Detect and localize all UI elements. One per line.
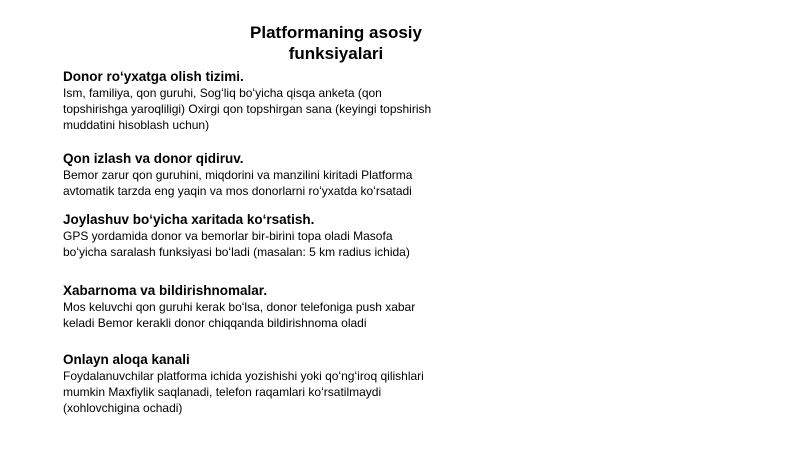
- section-donor-registration: [63, 68, 463, 133]
- section-blood-search: [63, 150, 463, 199]
- section-body: GPS yordamida donor va bemorlar bir-birini topa oladi Masofa boʻyicha saralash funksiyasi boʻladi (masalan: 5 km radius ichida): [63, 229, 410, 259]
- section-heading: Qon izlash va donor qidiruv.: [63, 151, 244, 166]
- section-heading: Onlayn aloqa kanali: [63, 352, 190, 367]
- section-notifications: [63, 282, 463, 331]
- section-map-location: [63, 211, 463, 260]
- section-heading: Xabarnoma va bildirishnomalar.: [63, 283, 268, 298]
- section-body: Bemor zarur qon guruhini, miqdorini va manzilini kiritadi Platforma avtomatik tarzda eng yaqin va mos donorlarni roʻyxatda koʻrsatadi: [63, 168, 413, 198]
- section-body: Ism, familiya, qon guruhi, Sogʻliq boʻyicha qisqa anketa (qon topshirishga yaroqliligi) Oxirgi qon topshirgan sana (keyingi topshirish muddatini hisoblash uchun): [63, 86, 432, 132]
- page-title: Platformaning asosiy funksiyalari: [250, 23, 422, 63]
- section-heading: Joylashuv boʻyicha xaritada koʻrsatish.: [63, 212, 315, 227]
- section-body: Foydalanuvchilar platforma ichida yozishishi yoki qoʻngʻiroq qilishlari mumkin Maxfiylik saqlanadi, telefon raqamlari koʻrsatilmaydi (xohlovchigina ochadi): [63, 369, 424, 415]
- section-body: Mos keluvchi qon guruhi kerak boʻlsa, donor telefoniga push xabar keladi Bemor kerakli donor chiqqanda bildirishnoma oladi: [63, 300, 416, 330]
- section-heading: Donor roʻyxatga olish tizimi.: [63, 69, 244, 84]
- section-online-communication: [63, 351, 463, 416]
